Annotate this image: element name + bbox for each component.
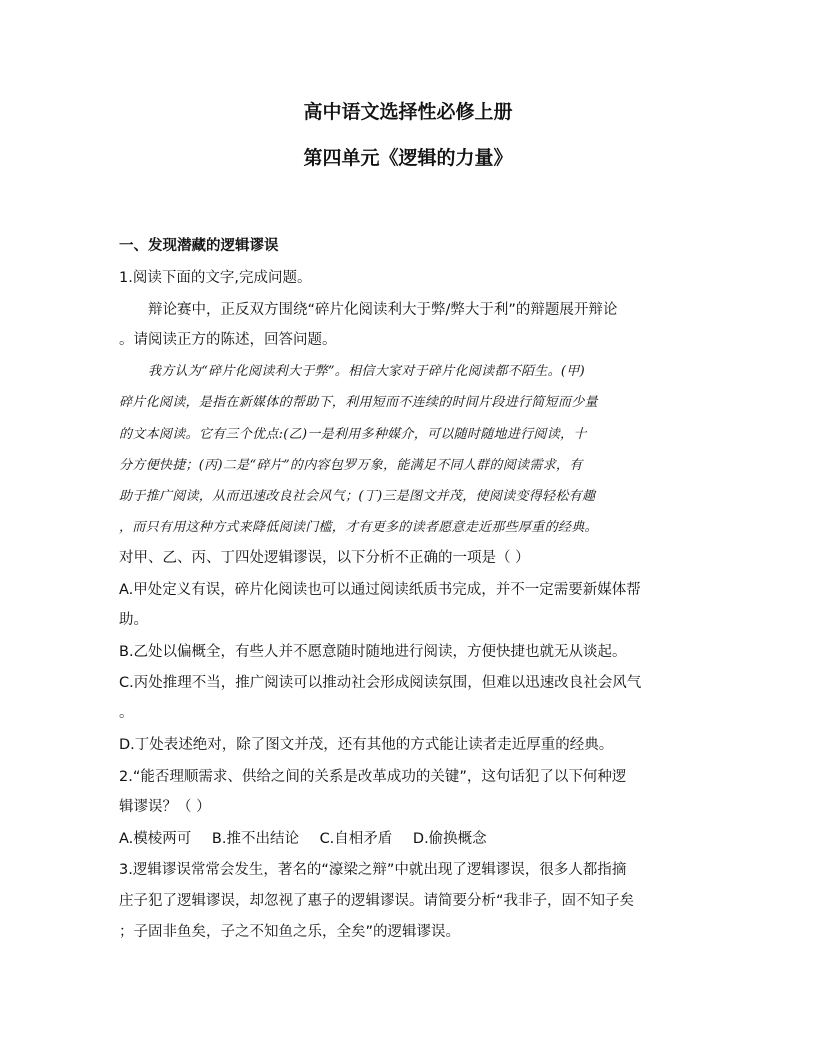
option-b: B.乙处以偏概全，有些人并不愿意随时随地进行阅读，方便快捷也就无从谈起。 (119, 644, 627, 660)
option-a-cont: 助。 (119, 612, 148, 628)
question-3-line: ；子固非鱼矣，子之不知鱼之乐，全矣”的逻辑谬误。 (119, 924, 461, 940)
passage-line: 我方认为“碎片化阅读利大于弊”。相信大家对于碎片化阅读都不陌生。(甲) (148, 364, 585, 379)
intro-line: 辩论赛中，正反双方围绕“碎片化阅读利大于弊/弊大于利”的辩题展开辩论 (148, 302, 618, 318)
option-a: A.甲处定义有误，碎片化阅读也可以通过阅读纸质书完成，并不一定需要新媒体帮 (119, 582, 641, 598)
passage-line: 碎片化阅读，是指在新媒体的帮助下，利用短而不连续的时间片段进行简短而少量 (119, 395, 598, 410)
q2-option-d: D.偷换概念 (412, 831, 487, 847)
question-3-line: 庄子犯了逻辑谬误，却忽视了惠子的逻辑谬误。请简要分析“我非子，固不知子矣 (119, 893, 635, 909)
q2-option-c: C.自相矛盾 (319, 831, 393, 847)
q2-option-a: A.模棱两可 (119, 831, 192, 847)
intro-line: 。请阅读正方的陈述，回答问题。 (119, 332, 337, 348)
question-1-prompt: 1.阅读下面的文字,完成问题。 (119, 270, 312, 286)
option-d: D.丁处表述绝对，除了图文并茂，还有其他的方式能让读者走近厚重的经典。 (119, 737, 614, 753)
question-2-stem: 2.“能否理顺需求、供给之间的关系是改革成功的关键”，这句话犯了以下何种逻 (119, 769, 627, 785)
passage-line: 助于推广阅读，从而迅速改良社会风气；(丁)三是图文并茂，使阅读变得轻松有趣 (119, 489, 596, 504)
question-2-options (119, 829, 699, 849)
question-2-stem-cont: 辑谬误？（ ） (119, 799, 211, 815)
passage-line: 的文本阅读。它有三个优点:(乙)一是利用多种媒介，可以随时随地进行阅读，十 (119, 427, 587, 442)
option-c-cont: 。 (119, 705, 134, 721)
document-title: 高中语文选择性必修上册 (303, 101, 513, 123)
question-3-line: 3.逻辑谬误常常会发生，著名的“濠梁之辩”中就出现了逻辑谬误，很多人都指摘 (119, 862, 627, 878)
passage-line: ，而只有用这种方式来降低阅读门槛，才有更多的读者愿意走近那些厚重的经典。 (119, 520, 598, 535)
option-c: C.丙处推理不当，推广阅读可以推动社会形成阅读氛围，但难以迅速改良社会风气 (119, 675, 642, 691)
question-1-stem: 对甲、乙、丙、丁四处逻辑谬误，以下分析不正确的一项是（ ） (119, 550, 530, 566)
section-heading: 一、发现潜藏的逻辑谬误 (119, 238, 279, 254)
document-subtitle: 第四单元《逻辑的力量》 (303, 147, 513, 169)
passage-line: 分方便快捷；(丙)二是“碎片”的内容包罗万象，能满足不同人群的阅读需求，有 (119, 458, 583, 473)
q2-option-b: B.推不出结论 (211, 831, 299, 847)
